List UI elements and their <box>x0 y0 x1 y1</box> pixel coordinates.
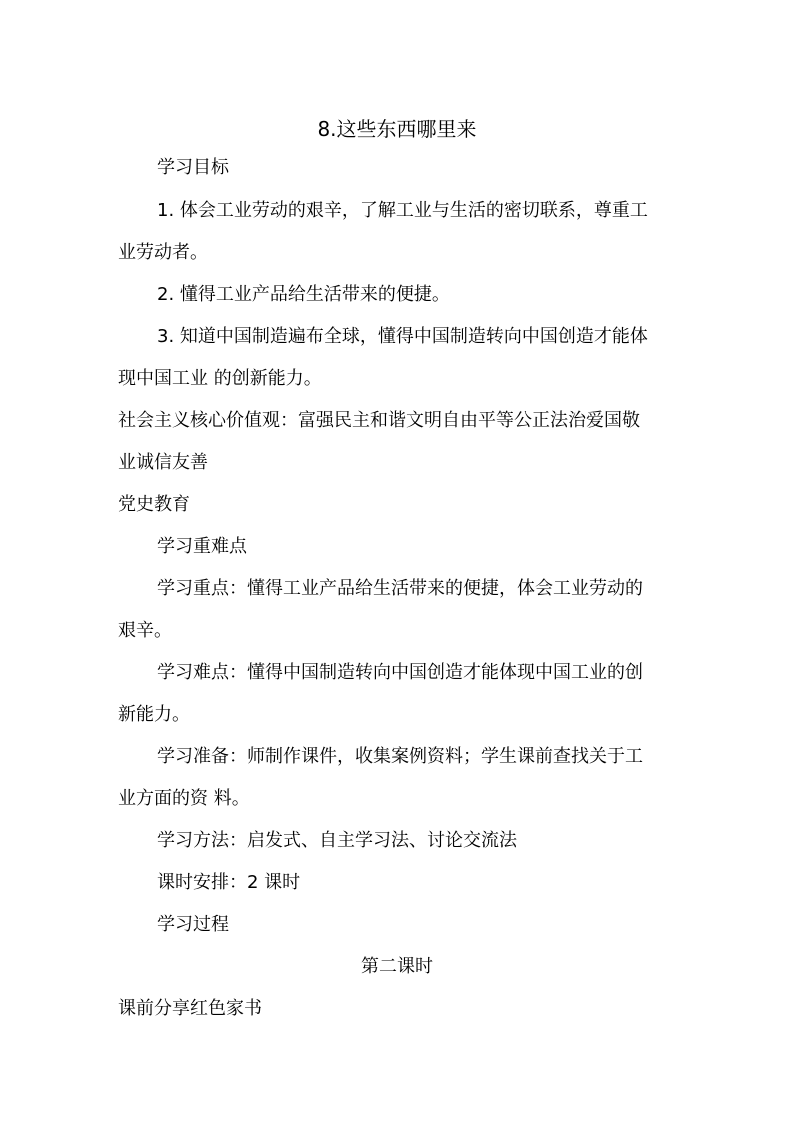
difficult-points-line-2: 新能力。 <box>118 704 190 725</box>
goal-1-line-2: 业劳动者。 <box>118 242 208 263</box>
goal-1-line-1: 1. 体会工业劳动的艰辛，了解工业与生活的密切联系，尊重工 <box>157 200 648 221</box>
pre-class-sharing: 课前分享红色家书 <box>118 998 262 1019</box>
party-history-heading: 党史教育 <box>118 494 190 515</box>
goals-heading: 学习目标 <box>157 157 229 178</box>
difficult-points-line-1: 学习难点：懂得中国制造转向中国创造才能体现中国工业的创 <box>157 662 643 683</box>
learning-method: 学习方法：启发式、自主学习法、讨论交流法 <box>157 830 517 851</box>
lesson-schedule: 课时安排：2 课时 <box>157 872 301 893</box>
learning-process-heading: 学习过程 <box>157 914 229 935</box>
document-title: 8.这些东西哪里来 <box>317 117 477 141</box>
key-points-line-1: 学习重点：懂得工业产品给生活带来的便捷，体会工业劳动的 <box>157 578 643 599</box>
core-values-line-1: 社会主义核心价值观：富强民主和谐文明自由平等公正法治爱国敬 <box>118 410 640 431</box>
goal-2: 2. 懂得工业产品给生活带来的便捷。 <box>157 284 450 305</box>
core-values-line-2: 业诚信友善 <box>118 452 208 473</box>
lesson-heading: 第二课时 <box>361 956 433 977</box>
goal-3-line-2: 现中国工业 的创新能力。 <box>118 368 322 389</box>
preparation-line-1: 学习准备：师制作课件，收集案例资料；学生课前查找关于工 <box>157 746 643 767</box>
key-difficult-heading: 学习重难点 <box>157 536 247 557</box>
preparation-line-2: 业方面的资 料。 <box>118 788 250 809</box>
key-points-line-2: 艰辛。 <box>118 620 172 641</box>
goal-3-line-1: 3. 知道中国制造遍布全球，懂得中国制造转向中国创造才能体 <box>157 326 648 347</box>
